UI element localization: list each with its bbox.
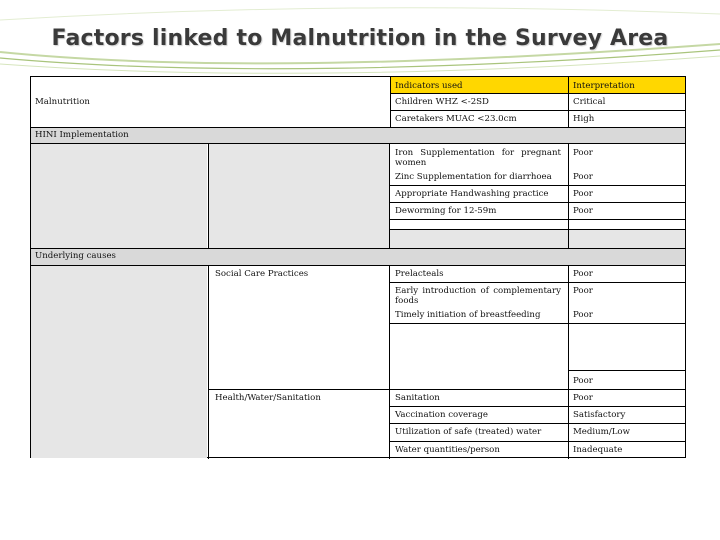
page-title: Factors linked to Malnutrition in the Survey Area xyxy=(51,26,669,51)
malnutrition-factors-table xyxy=(30,76,686,458)
safe-water-interpretation: Medium/Low xyxy=(573,427,630,437)
safe-water-indicator: Utilization of safe (treated) water xyxy=(395,427,542,437)
muac-interpretation: High xyxy=(573,114,595,124)
rule xyxy=(390,282,685,283)
water-quantity-interpretation: Inadequate xyxy=(573,445,623,455)
rule xyxy=(208,143,209,249)
hini-section-band xyxy=(31,128,685,143)
rule xyxy=(568,143,569,249)
early-complementary-interpretation: Poor xyxy=(573,286,593,296)
rule xyxy=(31,143,685,144)
underlying-section-band xyxy=(31,248,685,265)
vaccination-interpretation: Satisfactory xyxy=(573,410,626,420)
malnutrition-label: Malnutrition xyxy=(35,97,90,107)
rule xyxy=(390,77,391,128)
vaccination-indicator: Vaccination coverage xyxy=(395,410,488,420)
rule xyxy=(390,323,685,324)
hini-section-label: HINI Implementation xyxy=(35,130,129,140)
rule xyxy=(390,406,685,407)
hini-empty-interp-cell xyxy=(569,229,685,248)
rule xyxy=(568,77,569,128)
zinc-interpretation: Poor xyxy=(573,172,593,182)
deworming-interpretation: Poor xyxy=(573,206,593,216)
rule xyxy=(31,248,685,249)
sanitation-indicator: Sanitation xyxy=(395,393,440,403)
prelacteals-indicator: Prelacteals xyxy=(395,269,444,279)
hini-subcategory-cell xyxy=(209,144,389,248)
interpretation-header: Interpretation xyxy=(573,81,635,91)
underlying-category-cell xyxy=(31,266,207,458)
prelacteals-interpretation: Poor xyxy=(573,269,593,279)
deworming-indicator: Deworming for 12-59m xyxy=(395,206,497,216)
handwashing-indicator: Appropriate Handwashing practice xyxy=(395,189,549,199)
whz-indicator: Children WHZ <-2SD xyxy=(395,97,489,107)
rule xyxy=(31,265,685,266)
indicators-header: Indicators used xyxy=(395,81,463,91)
hini-category-cell xyxy=(31,144,207,248)
early-complementary-indicator: Early introduction of complementary foods xyxy=(395,286,561,306)
rule xyxy=(31,127,685,128)
handwashing-interpretation: Poor xyxy=(573,189,593,199)
zinc-indicator: Zinc Supplementation for diarrhoea xyxy=(395,172,552,182)
hini-empty-indicator-cell xyxy=(390,229,568,248)
rule xyxy=(390,110,685,111)
whz-interpretation: Critical xyxy=(573,97,606,107)
water-quantity-indicator: Water quantities/person xyxy=(395,445,500,455)
timely-breastfeeding-indicator: Timely initiation of breastfeeding xyxy=(395,310,541,320)
rule xyxy=(208,265,209,459)
extra-poor-interpretation: Poor xyxy=(573,376,593,386)
rule xyxy=(390,185,685,186)
rule xyxy=(390,219,685,220)
health-water-label: Health/Water/Sanitation xyxy=(215,393,321,403)
rule xyxy=(568,265,569,459)
timely-breastfeeding-interpretation: Poor xyxy=(573,310,593,320)
rule xyxy=(390,202,685,203)
iron-indicator: Iron Supplementation for pregnant women xyxy=(395,148,561,168)
rule xyxy=(390,423,685,424)
social-care-label: Social Care Practices xyxy=(215,269,309,279)
rule xyxy=(569,370,685,371)
iron-interpretation: Poor xyxy=(573,148,593,158)
muac-indicator: Caretakers MUAC <23.0cm xyxy=(395,114,517,124)
rule xyxy=(390,93,685,94)
rule xyxy=(389,143,390,249)
rule xyxy=(390,229,685,230)
sanitation-interpretation: Poor xyxy=(573,393,593,403)
rule xyxy=(390,441,685,442)
underlying-section-label: Underlying causes xyxy=(35,251,116,261)
rule xyxy=(209,389,685,390)
rule xyxy=(389,265,390,459)
